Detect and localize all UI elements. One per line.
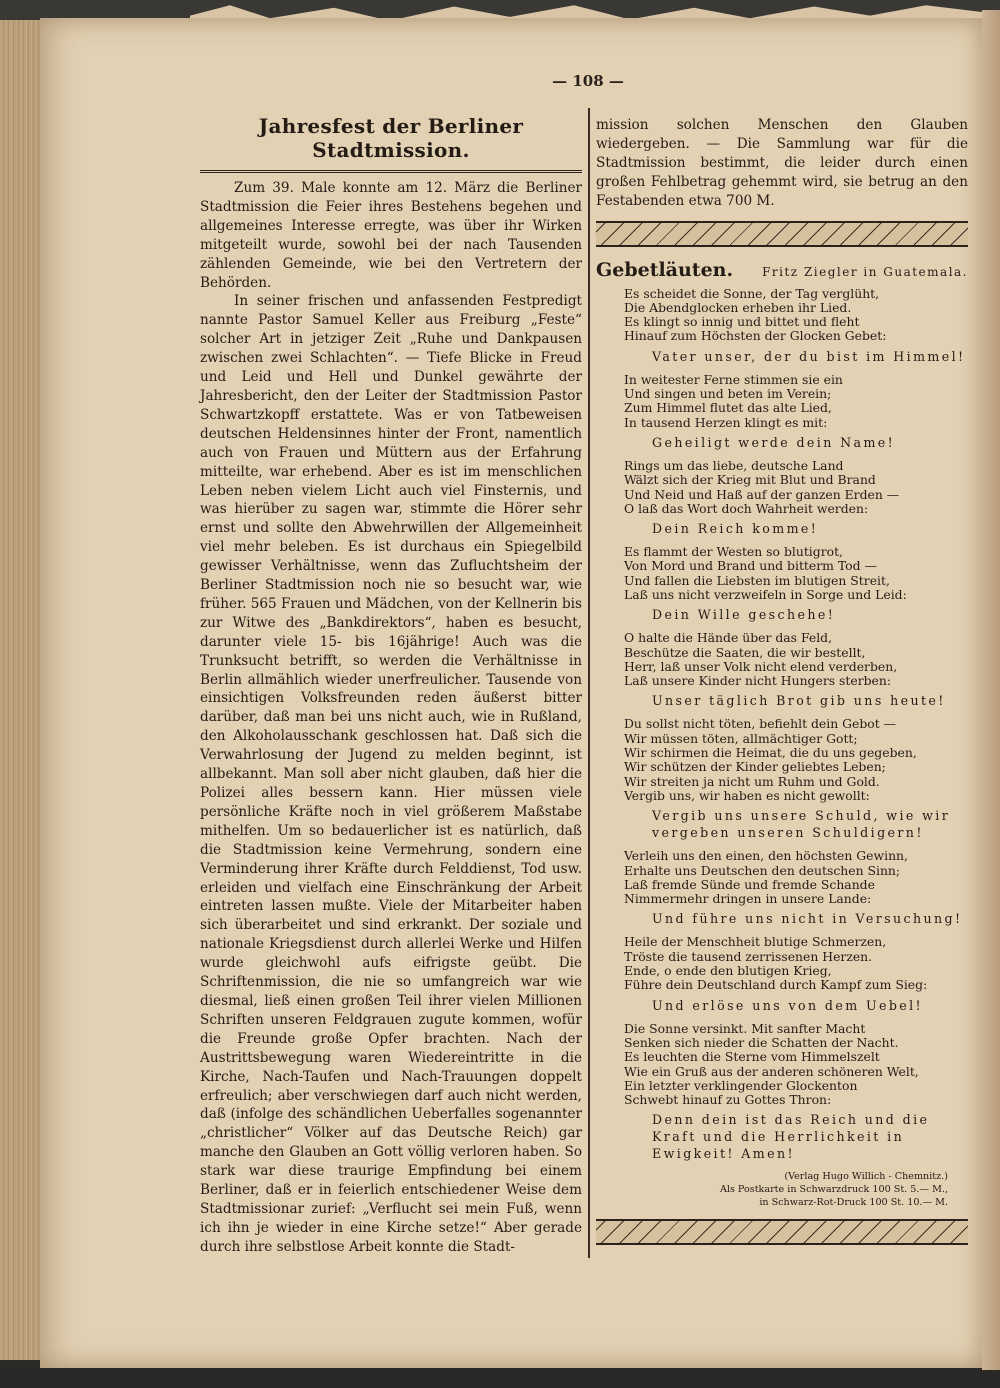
poem-line: Wir schirmen die Heimat, die du uns gegeben, (624, 745, 917, 761)
poem-stanza (596, 1022, 968, 1108)
article-title: Jahresfest der Berliner Stadtmission. (200, 114, 582, 173)
poem-line: Schwebt hinauf zu Gottes Thron: (624, 1092, 832, 1108)
poem-line: Es klingt so innig und bittet und fleht (624, 314, 860, 330)
article-body (200, 179, 582, 1257)
poem-imprint (596, 1170, 968, 1209)
poem-line: Senken sich nieder die Schatten der Nacht. (624, 1034, 899, 1050)
poem-line: Ende, o ende den blutigen Krieg, (624, 963, 832, 979)
poem-line: Die Abendglocken erheben ihr Lied. (624, 299, 852, 315)
poem-body (596, 287, 968, 1163)
poem-line: Führe dein Deutschland durch Kampf zum Sieg: (624, 977, 928, 993)
poem-line: In weitester Ferne stimmen sie ein (624, 371, 843, 387)
article-paragraph: mission solchen Menschen den Glauben wiedergeben. — Die Sammlung war für die Stadtmission bestimmt, die leider durch einen großen Fehlbetrag gehemmt wird, sie betrug an den Festabenden etwa 700 M. (596, 117, 968, 209)
poem-line: Nimmermehr dringen in unsere Lande: (624, 891, 872, 907)
imprint-line: (Verlag Hugo Willich - Chemnitz.) (784, 1171, 948, 1183)
poem-author: Fritz Ziegler in Guatemala. (762, 264, 968, 279)
poem-line: Vergib uns, wir haben es nicht gewollt: (624, 787, 870, 803)
poem-refrain: Geheiligt werde dein Name! (652, 434, 896, 450)
imprint-line: in Schwarz-Rot-Druck 100 St. 10.— M. (759, 1197, 948, 1209)
poem-title: Gebetläuten. (596, 258, 734, 281)
poem-stanza (596, 849, 968, 906)
poem-line: Laß fremde Sünde und fremde Schande (624, 876, 875, 892)
poem-refrain: Und führe uns nicht in Versuchung! (652, 911, 963, 927)
poem-line: Laß unsere Kinder nicht Hungers sterben: (624, 673, 892, 689)
poem-stanza (596, 545, 968, 602)
poem-stanza (596, 631, 968, 688)
poem-stanza (596, 287, 968, 344)
poem-refrain: Dein Wille geschehe! (652, 607, 836, 623)
book-cover-edge (982, 10, 1000, 1370)
poem-line: Und Neid und Haß auf der ganzen Erden — (624, 486, 900, 502)
poem-line: Wir müssen töten, allmächtiger Gott; (624, 730, 858, 746)
book-page-stack-edge (0, 20, 42, 1360)
poem-refrain: Vater unser, der du bist im Himmel! (652, 348, 966, 364)
poem-line: Tröste die tausend zerrissenen Herzen. (624, 948, 873, 964)
poem-line: Die Sonne versinkt. Mit sanfter Macht (624, 1020, 866, 1036)
poem-line: Zum Himmel flutet das alte Lied, (624, 400, 832, 416)
poem-line: O halte die Hände über das Feld, (624, 630, 833, 646)
poem-refrain: Dein Reich komme! (652, 521, 819, 537)
poem-line: Verleih uns den einen, den höchsten Gewinn, (624, 848, 908, 864)
poem-line: Wir schützen der Kinder geliebtes Leben; (624, 759, 886, 775)
poem-line: Von Mord und Brand und bitterm Tod — (624, 558, 877, 574)
poem-stanza (596, 459, 968, 516)
article-paragraph: In seiner frischen und anfassenden Festpredigt nannte Pastor Samuel Keller aus Freiburg „Feste“ solcher Art in jetziger Zeit „Ruhe und Dankpausen zwischen zwei Schlachten“. — Tiefe Blicke in Freud und Leid und Hell und Dunkel gewährte der Jahresbericht, den der Leiter der Stadtmission Pastor Schwartzkopff erstattete. Was er von Tatbeweisen deutschen Heldensinnes hinter der Front, namentlich auch von Frauen und Müttern aus der Erfahrung mitteilte, war erhebend. Aber es ist im menschlichen Leben neben vielem Licht auch viel Finsternis, und was hierüber zu sagen war, stimmte die Hörer sehr ernst und sollte den Abwehrwillen der Allgemeinheit viel mehr beleben. Es ist durchaus ein Spiegelbild gewisser Verhältnisse, wenn das Zufluchtsheim der Berliner Stadtmission noch nie so besucht war, wie früher. 565 Frauen und Mädchen, von der Kellnerin bis zur Witwe des „Bankdirektors“, haben es besucht, darunter viele 15- bis 16jährige! Auch was die Trunksucht betrifft, so werden die Verhältnisse in Berlin allmählich wieder unerfreulicher. Tausende von einsichtigen Volksfreunden reden äußerst bitter darüber, daß man bei uns nicht auch, wie in Rußland, den Alkoholausschank geschlossen hat. Daß sich die Verwahrlosung der Jugend zu melden beginnt, ist allbekannt. Man soll aber nicht glauben, daß hier die Polizei alles bessern kann. Hier müssen viele persönliche Kräfte noch in viel größerem Maßstabe mithelfen. Um so bedauerlicher ist es natürlich, daß die Stadtmission keine Vermehrung, sondern eine Verminderung ihrer Kräfte durch Felddienst, Tod usw. erleiden und vielfach eine Einschränkung der Arbeit eintreten lassen mußte. Viele der Mitarbeiter haben sich überarbeitet und sind erkrankt. Der soziale und nationale Kriegsdienst durch allerlei Werke und Hilfen wurde gleichwohl aufs eifrigste geübt. Die Schriftenmission, die nie so umfangreich war wie diesmal, ließ einen großen Teil ihrer vielen Millionen Schriften unseren Feldgrauen zugute kommen, wofür die Freunde große Opfer brachten. Nach der Austrittsbewegung waren Wiedereintritte in die Kirche, Nach-Taufen und Nach-Trauungen doppelt erfreulich; aber verschwiegen darf auch nicht werden, daß (infolge des schändlichen Ueberfalles sogenannter „christlicher“ Völker auf das Deutsche Reich) gar manche den Glauben an Gott völlig verloren haben. So stark war diese traurige Empfindung bei einem Berliner, daß er in feierlich entschiedener Weise dem Stadtmissionar zurief: „Verflucht sei mein Fuß, wenn ich ihn je wieder in eine Kirche setze!“ Aber gerade durch ihre selbstlose Arbeit konnte die Stadt- (200, 293, 582, 1255)
poem-line: Laß uns nicht verzweifeln in Sorge und Leid: (624, 586, 907, 602)
poem-line: In tausend Herzen klingt es mit: (624, 414, 828, 430)
poem-line: Wir streiten ja nicht um Ruhm und Gold. (624, 773, 880, 789)
poem-line: Du sollst nicht töten, befiehlt dein Gebot — (624, 716, 897, 732)
article-paragraph: Zum 39. Male konnte am 12. März die Berliner Stadtmission die Feier ihres Bestehens begehen und allgemeines Interesse erregte, was über ihr Wirken mitgeteilt wurde, sowohl bei der nach Tausenden zählenden Gemeinde, wie bei den Vertretern der Behörden. (200, 180, 582, 291)
poem-line: Es scheidet die Sonne, der Tag verglüht, (624, 285, 880, 301)
poem-line: Hinauf zum Höchsten der Glocken Gebet: (624, 328, 887, 344)
imprint-line: Als Postkarte in Schwarzdruck 100 St. 5.— M., (719, 1184, 948, 1196)
poem-line: Und fallen die Liebsten im blutigen Streit, (624, 572, 890, 588)
column-divider (588, 108, 590, 1258)
poem-line: Erhalte uns Deutschen den deutschen Sinn; (624, 862, 901, 878)
poem-refrain: Vergib uns unsere Schuld, wie wir vergeben unseren Schuldigern! (652, 808, 951, 841)
poem-refrain: Unser täglich Brot gib uns heute! (652, 693, 946, 709)
poem-line: Und singen und beten im Verein; (624, 386, 832, 402)
ornamental-divider (596, 1219, 968, 1245)
left-column (200, 110, 582, 1270)
ornamental-divider (596, 221, 968, 247)
right-column (596, 110, 968, 1290)
poem-line: Herr, laß unser Volk nicht elend verderben, (624, 658, 898, 674)
poem-line: Beschütze die Saaten, die wir bestellt, (624, 644, 866, 660)
page-number: — 108 — (552, 72, 624, 90)
poem-line: Es leuchten die Sterne vom Himmelszelt (624, 1049, 880, 1065)
poem-stanza (596, 373, 968, 430)
poem-line: Wälzt sich der Krieg mit Blut und Brand (624, 472, 876, 488)
poem-stanza (596, 717, 968, 803)
article-continuation (596, 116, 968, 211)
poem-line: Heile der Menschheit blutige Schmerzen, (624, 934, 887, 950)
poem-stanza (596, 935, 968, 992)
poem-line: Ein letzter verklingender Glockenton (624, 1077, 858, 1093)
poem-line: Wie ein Gruß aus der anderen schöneren Welt, (624, 1063, 919, 1079)
poem-line: Es flammt der Westen so blutigrot, (624, 544, 843, 560)
poem-refrain: Und erlöse uns von dem Uebel! (652, 997, 924, 1013)
poem-header (596, 259, 968, 281)
poem-refrain: Denn dein ist das Reich und die Kraft und die Herrlichkeit in Ewigkeit! Amen! (652, 1112, 930, 1162)
poem-line: Rings um das liebe, deutsche Land (624, 457, 844, 473)
poem-line: O laß das Wort doch Wahrheit werden: (624, 500, 869, 516)
